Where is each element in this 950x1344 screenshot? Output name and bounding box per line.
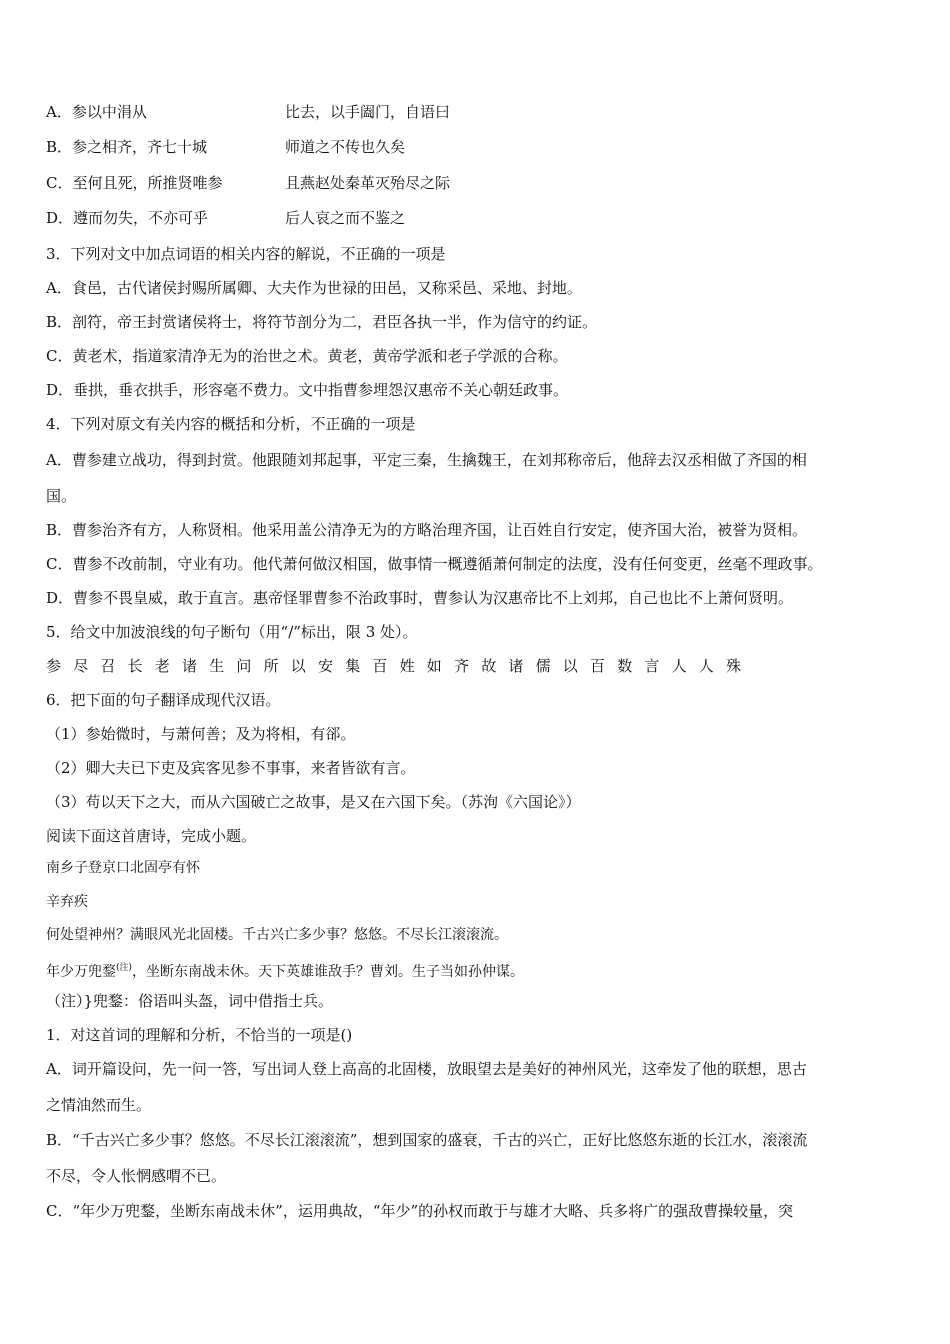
q3-option-d: D．垂拱，垂衣拱手，形容毫不费力。文中指曹参埋怨汉惠帝不关心朝廷政事。	[46, 381, 569, 399]
pq1-option-c-line1: C．“年少万兜鍪，坐断东南战未休”，运用典故，“年少”的孙权而敢于与雄才大略、兵多将广的强敌曹操较量，突	[46, 1202, 794, 1220]
q6-sentence-1: （1）参始微时，与萧何善；及为将相，有郤。	[46, 725, 356, 743]
q2-option-b-left: B．参之相齐，齐七十城	[46, 138, 208, 156]
q4-option-c: C．曹参不改前制，守业有功。他代萧何做汉相国，做事情一概遵循萧何制定的法度，没有任何变更，丝毫不理政事。	[46, 555, 823, 573]
q5-passage: 参尽召长老诸生问所以安集百姓如齐故诸儒以百数言人人殊	[46, 657, 754, 675]
q2-option-d-left: D．遵而勿失，不亦可乎	[46, 209, 209, 227]
q2-option-c-left: C．至何且死，所推贤唯参	[46, 174, 223, 192]
pq1-option-a-line2: 之情油然而生。	[46, 1096, 152, 1114]
q2-option-a-left: A．参以中涓从	[46, 103, 147, 121]
poem-line-2-end: ，坐断东南战未休。天下英雄谁敌手？曹刘。生子当如孙仲谋。	[132, 964, 525, 980]
poem-note: （注）}兜鍪：俗语叫头盔，词中借指士兵。	[46, 992, 334, 1010]
q4-option-d: D．曹参不畏皇威，敢于直言。惠帝怪罪曹参不治政事时，曹参认为汉惠帝比不上刘邦，自己也比不上萧何贤明。	[46, 589, 794, 607]
q5-stem: 5．给文中加波浪线的句子断句（用“/”标出，限 3 处）。	[46, 623, 418, 641]
q4-option-a-line1: A．曹参建立战功，得到封赏。他跟随刘邦起事，平定三秦，生擒魏王，在刘邦称帝后，他辞去汉丞相做了齐国的相	[46, 451, 807, 469]
pq1-option-b-line1: B．“千古兴亡多少事？悠悠。不尽长江滚滚流”，想到国家的盛衰，千古的兴亡，正好比悠悠东逝的长江水，滚滚流	[46, 1131, 808, 1149]
poem-intro: 阅读下面这首唐诗，完成小题。	[46, 827, 257, 845]
q2-option-b-right: 师道之不传也久矣	[285, 138, 406, 156]
q3-option-a: A．食邑，古代诸侯封赐所属卿、大夫作为世禄的田邑，又称采邑、采地、封地。	[46, 279, 582, 297]
poem-line-1: 何处望神州？满眼风光北固楼。千古兴亡多少事？悠悠。不尽长江滚滚流。	[46, 927, 508, 943]
poem-line-2-start: 年少万兜鍪	[46, 964, 116, 980]
q2-option-d-right: 后人哀之而不鉴之	[285, 209, 406, 227]
poem-line-2	[46, 958, 524, 982]
q3-option-c: C．黄老术，指道家清净无为的治世之术。黄老，黄帝学派和老子学派的合称。	[46, 347, 568, 365]
poem-author: 辛弃疾	[46, 894, 88, 910]
q6-sentence-3: （3）苟以天下之大，而从六国破亡之故事，是又在六国下矣。（苏洵《六国论》）	[46, 793, 581, 811]
q6-stem: 6．把下面的句子翻译成现代汉语。	[46, 691, 281, 709]
q3-stem: 3．下列对文中加点词语的相关内容的解说，不正确的一项是	[46, 245, 446, 263]
poem-note-marker: (注)	[116, 963, 133, 973]
q4-option-a-line2: 国。	[46, 487, 77, 505]
q4-option-b: B．曹参治齐有方，人称贤相。他采用盖公清净无为的方略治理齐国，让百姓自行安定，使齐国大治，被誉为贤相。	[46, 521, 808, 539]
pq1-option-a-line1: A．词开篇设问，先一问一答，写出词人登上高高的北固楼，放眼望去是美好的神州风光，这牵发了他的联想，思古	[46, 1060, 807, 1078]
q4-stem: 4．下列对原文有关内容的概括和分析，不正确的一项是	[46, 415, 416, 433]
poem-title: 南乡子登京口北固亭有怀	[46, 860, 200, 876]
q2-option-c-right: 且燕赵处秦革灭殆尽之际	[285, 174, 451, 192]
pq1-stem: 1．对这首词的理解和分析，不恰当的一项是()	[46, 1026, 353, 1044]
pq1-option-b-line2: 不尽，令人怅惘感喟不已。	[46, 1167, 227, 1185]
q2-option-a-right: 比去，以手阖门，自语曰	[285, 103, 451, 121]
q6-sentence-2: （2）卿大夫已下吏及宾客见参不事事，来者皆欲有言。	[46, 759, 416, 777]
q3-option-b: B．剖符，帝王封赏诸侯将士，将符节剖分为二，君臣各执一半，作为信守的约证。	[46, 313, 598, 331]
